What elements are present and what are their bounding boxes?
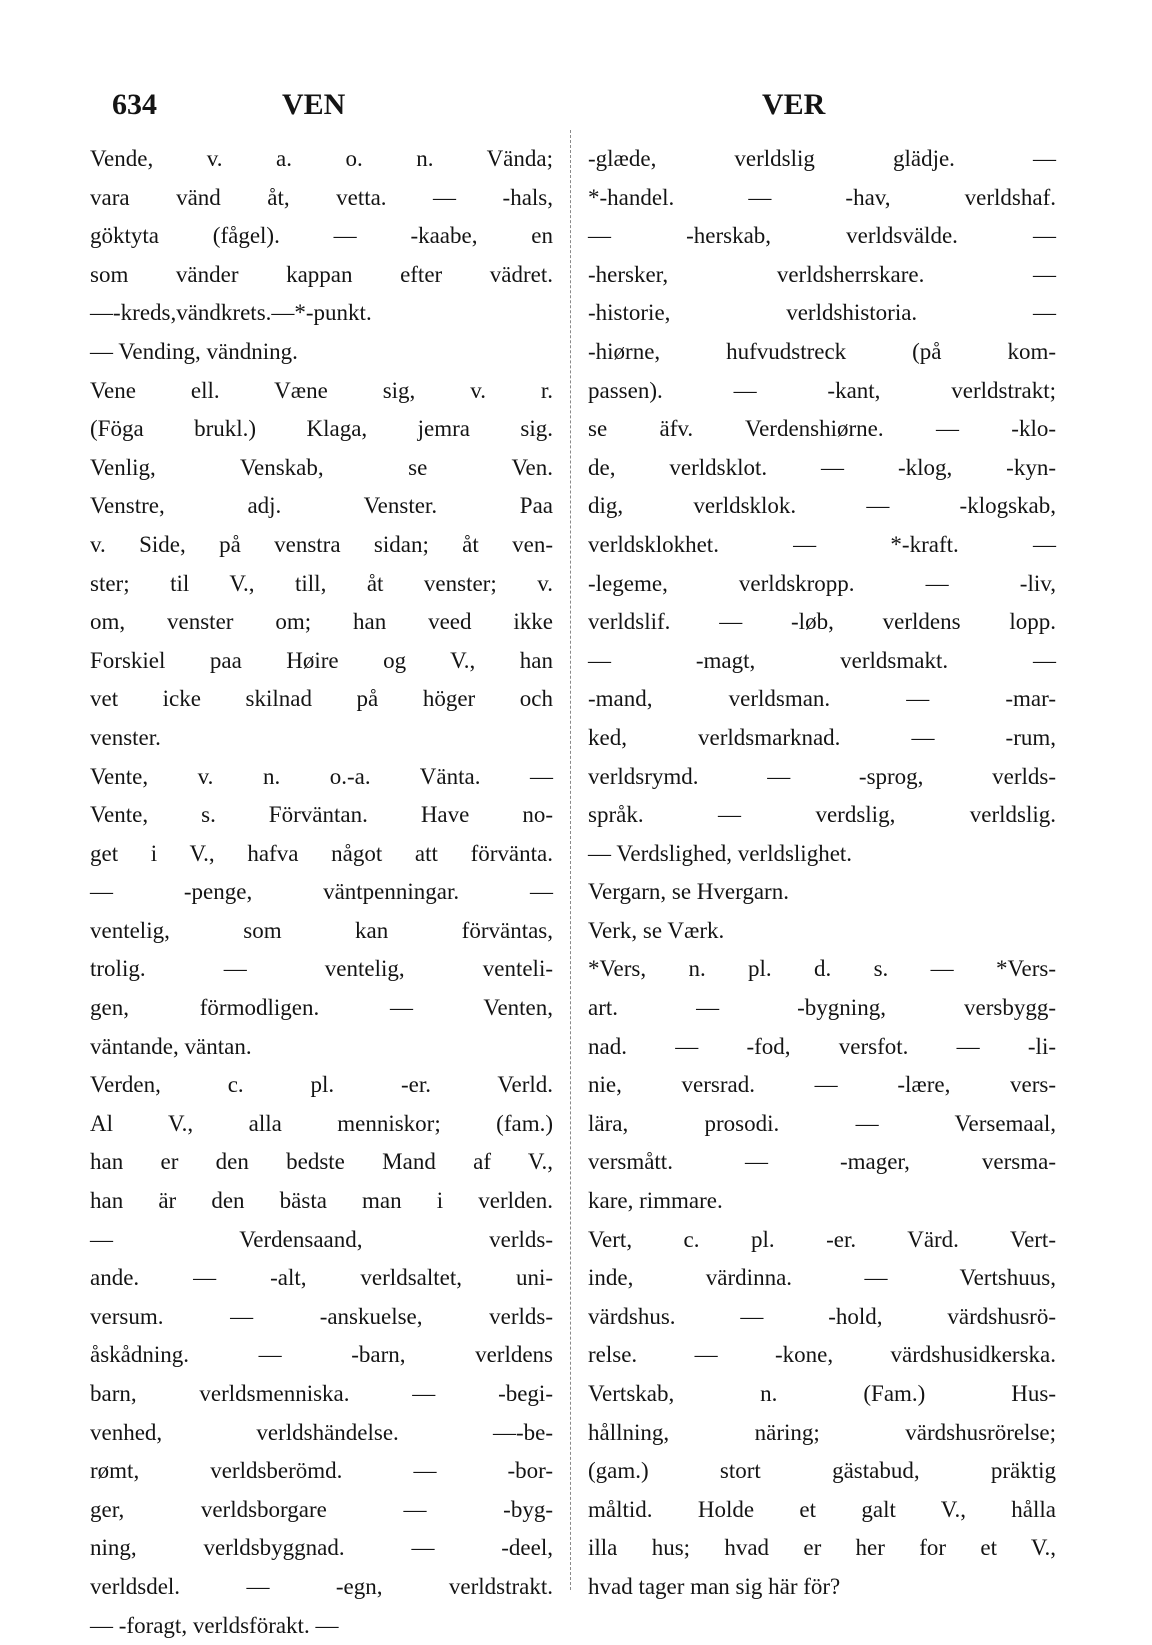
entry-line: hvad tager man sig här för? [588, 1573, 841, 1599]
entry-line: — -penge, väntpenningar. — [90, 879, 553, 905]
entry-line: som vänder kappan efter vädret. [90, 261, 553, 287]
entry-line: get i V., hafva något att förvänta. [90, 840, 553, 866]
entry-line: nie, versrad. — -lære, vers- [588, 1072, 1056, 1098]
entry-line: nad. — -fod, versfot. — -li- [588, 1033, 1056, 1059]
entry-line: —-kreds,vändkrets.—*-punkt. [90, 300, 372, 326]
entry-line: lära, prosodi. — Versemaal, [588, 1110, 1056, 1136]
entry-line: venhed, verldshändelse. —-be- [90, 1419, 553, 1445]
entry-line: han är den bästa man i verlden. [90, 1188, 553, 1214]
entry-line: Verk, se Værk. [588, 917, 725, 943]
entry-line: vet icke skilnad på höger och [90, 686, 553, 712]
entry-line: värdshus. — -hold, värdshusrö- [588, 1303, 1056, 1329]
entry-line: Vente, s. Förväntan. Have no- [90, 802, 553, 828]
entry-line: -hiørne, hufvudstreck (på kom- [588, 338, 1056, 364]
entry-line: passen). — -kant, verldstrakt; [588, 377, 1056, 403]
entry-line: se äfv. Verdenshiørne. — -klo- [588, 416, 1056, 442]
entry-line: versum. — -anskuelse, verlds- [90, 1303, 553, 1329]
left-column [90, 140, 553, 1645]
entry-line: relse. — -kone, värdshusidkerska. [588, 1342, 1056, 1368]
entry-line: kare, rimmare. [588, 1188, 723, 1214]
right-guide-word: VER [762, 88, 826, 121]
entry-line: verldsdel. — -egn, verldstrakt. [90, 1573, 553, 1599]
entry-line: *-handel. — -hav, verldshaf. [588, 184, 1056, 210]
entry-line: Venlig, Venskab, se Ven. [90, 454, 553, 480]
left-guide-word: VEN [282, 88, 346, 121]
entry-line: *Vers, n. pl. d. s. — *Vers- [588, 956, 1056, 982]
entry-line: -historie, verldshistoria. — [588, 300, 1056, 326]
entry-line: göktyta (fågel). — -kaabe, en [90, 223, 553, 249]
entry-line: — -herskab, verldsvälde. — [588, 223, 1056, 249]
entry-line: (gam.) stort gästabud, präktig [588, 1458, 1056, 1484]
entry-line: Vertskab, n. (Fam.) Hus- [588, 1381, 1056, 1406]
entry-line: ster; til V., till, åt venster; v. [90, 570, 553, 596]
entry-line: han er den bedste Mand af V., [90, 1149, 553, 1175]
entry-line: barn, verldsmenniska. — -begi- [90, 1381, 553, 1406]
entry-line: ked, verldsmarknad. — -rum, [588, 724, 1056, 750]
entry-line: om, venster om; han veed ikke [90, 609, 553, 635]
entry-line: — Vending, vändning. [90, 338, 298, 364]
page-header [0, 88, 1152, 128]
entry-line: Vert, c. pl. -er. Värd. Vert- [588, 1226, 1056, 1252]
entry-line: Verden, c. pl. -er. Verld. [90, 1072, 553, 1098]
entry-line: väntande, väntan. [90, 1033, 252, 1059]
entry-line: Vergarn, se Hvergarn. [588, 879, 789, 905]
entry-line: verldsklokhet. — *-kraft. — [588, 531, 1056, 557]
entry-line: v. Side, på venstra sidan; åt ven- [90, 531, 553, 557]
entry-line: versmått. — -mager, versma- [588, 1149, 1056, 1175]
entry-line: — -magt, verldsmakt. — [588, 647, 1056, 673]
entry-line: dig, verldsklok. — -klogskab, [588, 493, 1056, 519]
column-divider [570, 130, 571, 1590]
entry-line: språk. — verdslig, verldslig. [588, 802, 1056, 828]
page-number: 634 [112, 88, 157, 121]
entry-line: de, verldsklot. — -klog, -kyn- [588, 454, 1056, 480]
entry-line: Forskiel paa Høire og V., han [90, 647, 553, 673]
entry-line: Venstre, adj. Venster. Paa [90, 493, 553, 519]
entry-line: måltid. Holde et galt V., hålla [588, 1496, 1056, 1522]
entry-line: trolig. — ventelig, venteli- [90, 956, 553, 982]
entry-line: verldslif. — -løb, verldens lopp. [588, 609, 1056, 635]
entry-line: rømt, verldsberömd. — -bor- [90, 1458, 553, 1484]
entry-line: gen, förmodligen. — Venten, [90, 995, 553, 1021]
entry-line: -glæde, verldslig glädje. — [588, 146, 1056, 171]
entry-line: — -foragt, verldsförakt. — [90, 1612, 339, 1638]
entry-line: åskådning. — -barn, verldens [90, 1342, 553, 1368]
entry-line: -legeme, verldskropp. — -liv, [588, 570, 1056, 596]
entry-line: Al V., alla menniskor; (fam.) [90, 1110, 553, 1136]
entry-line: hållning, näring; värdshusrörelse; [588, 1419, 1056, 1445]
entry-line: Vente, v. n. o.-a. Vänta. — [90, 763, 553, 789]
entry-line: Vende, v. a. o. n. Vända; [90, 146, 553, 171]
right-column [588, 140, 1056, 1607]
entry-line: -mand, verldsman. — -mar- [588, 686, 1056, 712]
entry-line: ande. — -alt, verldsaltet, uni- [90, 1265, 553, 1291]
entry-line: (Föga brukl.) Klaga, jemra sig. [90, 416, 553, 442]
entry-line: — Verdensaand, verlds- [90, 1226, 553, 1252]
entry-line: inde, värdinna. — Vertshuus, [588, 1265, 1056, 1291]
entry-line: Vene ell. Væne sig, v. r. [90, 377, 553, 403]
entry-line: art. — -bygning, versbygg- [588, 995, 1056, 1021]
entry-line: — Verdslighed, verldslighet. [588, 840, 853, 866]
entry-line: venster. [90, 724, 161, 750]
entry-line: ning, verldsbyggnad. — -deel, [90, 1535, 553, 1561]
entry-line: ger, verldsborgare — -byg- [90, 1496, 553, 1522]
entry-line: ventelig, som kan förväntas, [90, 917, 553, 943]
entry-line: illa hus; hvad er her for et V., [588, 1535, 1056, 1561]
entry-line: verldsrymd. — -sprog, verlds- [588, 763, 1056, 789]
entry-line: -hersker, verldsherrskare. — [588, 261, 1056, 287]
entry-line: vara vänd åt, vetta. — -hals, [90, 184, 553, 210]
